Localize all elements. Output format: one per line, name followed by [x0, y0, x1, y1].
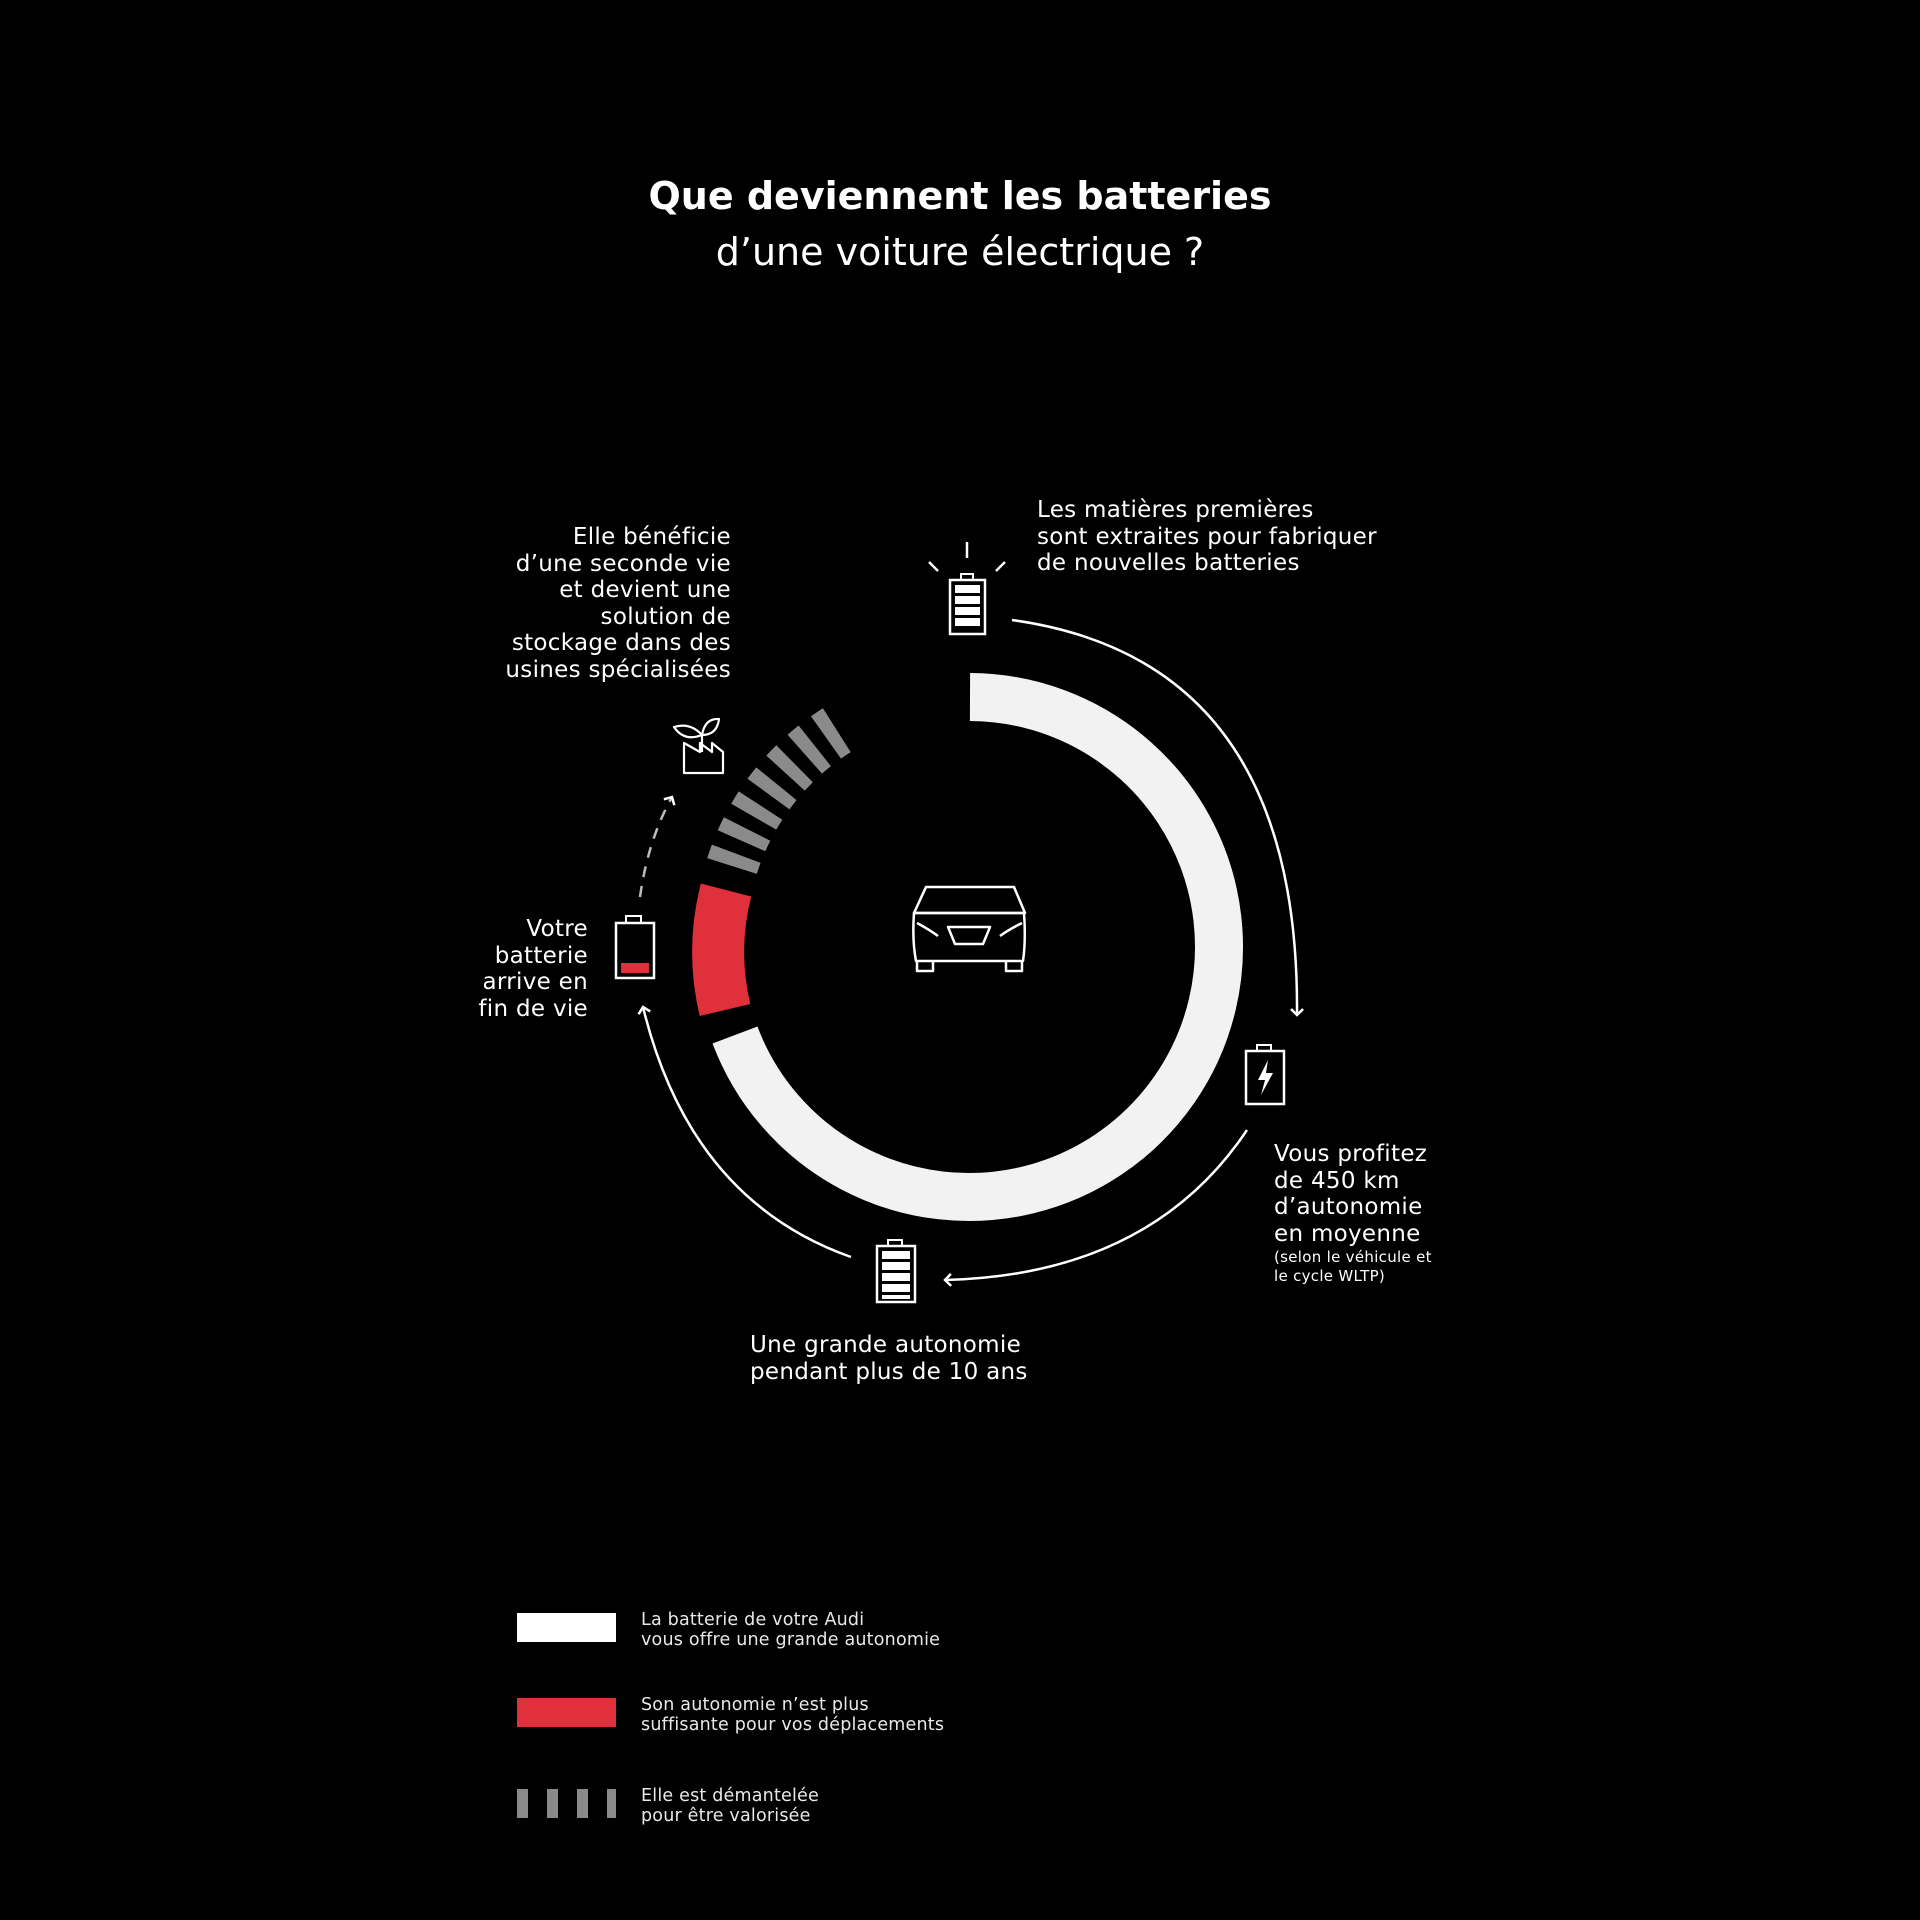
label-second-life-line-4: solution de	[600, 603, 731, 630]
battery-charging-icon	[1246, 1045, 1284, 1104]
arrow-end-of-life-to-second-life	[640, 797, 672, 897]
battery-full-icon	[929, 542, 1005, 634]
label-end-of-life-line-3: arrive en	[482, 969, 588, 995]
battery-low-icon	[616, 916, 654, 978]
label-autonomy-line-3: d’autonomie	[1274, 1194, 1423, 1220]
label-second-life-line-3: et devient une	[559, 577, 731, 603]
legend-swatch-red	[517, 1698, 616, 1727]
car-front-icon	[913, 887, 1025, 971]
label-autonomy-note-2: le cycle WLTP)	[1274, 1267, 1386, 1285]
legend-text	[641, 1695, 1061, 1735]
ring-segment-dismantled	[732, 727, 842, 866]
legend-swatch-white	[517, 1613, 616, 1642]
label-extraction-line-2: sont extraites pour fabriquer	[1037, 523, 1377, 550]
label-autonomy-note-1: (selon le véhicule et	[1274, 1248, 1432, 1266]
legend-line: pour être valorisée	[641, 1806, 811, 1826]
label-lifespan	[750, 1332, 1150, 1385]
legend-line: La batterie de votre Audi	[641, 1610, 865, 1630]
legend-text	[641, 1786, 1061, 1826]
label-second-life-line-5: stockage dans des	[511, 630, 731, 656]
label-lifespan-line-1: Une grande autonomie	[750, 1332, 1022, 1358]
legend-line: suffisante pour vos déplacements	[641, 1715, 945, 1735]
label-second-life-line-1: Elle bénéficie	[572, 524, 731, 550]
label-end-of-life	[420, 916, 588, 1022]
ring-segment-end-of-life	[718, 890, 726, 1010]
title-line-1: Que deviennent les batteries	[648, 174, 1272, 218]
label-autonomy	[1274, 1141, 1534, 1287]
label-second-life-line-2: d’une seconde vie	[515, 550, 731, 577]
legend-line: Son autonomie n’est plus	[641, 1695, 869, 1715]
battery-full-icon	[877, 1240, 915, 1302]
label-extraction	[1037, 497, 1457, 577]
label-autonomy-line-2: de 450 km	[1274, 1167, 1400, 1194]
legend-text	[641, 1610, 1061, 1650]
ring-segment-autonomy	[735, 697, 1219, 1197]
legend-line: vous offre une grande autonomie	[641, 1630, 941, 1650]
battery-life-ring	[718, 697, 1219, 1197]
label-second-life-line-6: usines spécialisées	[505, 656, 731, 683]
label-autonomy-line-1: Vous profitez	[1274, 1141, 1428, 1167]
label-autonomy-line-4: en moyenne	[1274, 1220, 1421, 1247]
factory-leaf-icon	[674, 719, 723, 773]
label-end-of-life-line-4: fin de vie	[478, 995, 588, 1022]
label-lifespan-line-2: pendant plus de 10 ans	[750, 1358, 1028, 1385]
label-extraction-line-3: de nouvelles batteries	[1037, 550, 1300, 576]
legend-line: Elle est démantelée	[641, 1786, 819, 1806]
label-extraction-line-1: Les matières premières	[1037, 497, 1314, 523]
label-end-of-life-line-1: Votre	[526, 916, 588, 942]
label-end-of-life-line-2: batterie	[494, 942, 588, 969]
legend-swatch-grey-dashed	[517, 1789, 616, 1818]
label-second-life	[430, 524, 731, 683]
title-line-2: d’une voiture électrique ?	[715, 230, 1205, 274]
